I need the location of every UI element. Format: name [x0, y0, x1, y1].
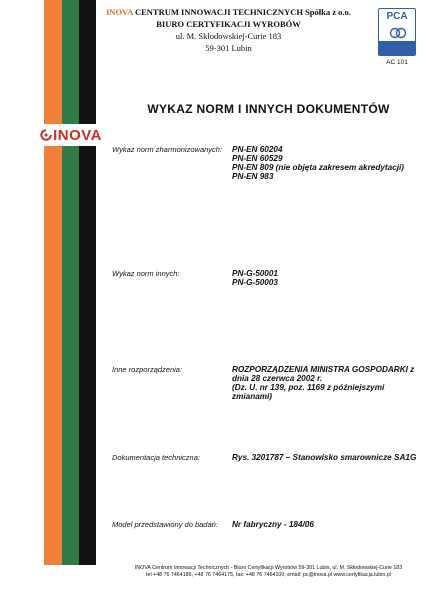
black-stripe [79, 0, 96, 565]
norm-item: PN-EN 983 [232, 172, 274, 181]
regulation-line: dnia 28 czerwca 2002 r. [232, 374, 323, 383]
model-value: Nr fabryczny - 184/06 [232, 520, 314, 529]
regulation-line: zmianami) [232, 392, 273, 401]
bureau-name: BIURO CERTYFIKACJI WYROBÓW [156, 19, 301, 29]
pca-rings-icon [379, 26, 416, 40]
pca-logo-text: PCA [386, 11, 408, 22]
regulations-label: Inne rozporządzenia: [112, 365, 183, 374]
norm-item: PN-EN 809 (nie objęta zakresem akredytacji) [232, 163, 405, 172]
regulation-line: ROZPORZĄDZENIA MINISTRA GOSPODARKI z [232, 365, 415, 374]
company-full-name: CENTRUM INNOWACJI TECHNICZNYCH Spółka z o.o. [132, 7, 351, 17]
technical-documentation-value: Rys. 3201787 – Stanowisko smarownicze SA1G [232, 453, 417, 462]
green-stripe [62, 0, 79, 565]
inova-logo-text: INOVA [53, 126, 102, 144]
letterhead [96, 6, 361, 54]
technical-documentation-label: Dokumentacja techniczna: [112, 453, 200, 462]
city-address: 59-301 Lubin [205, 43, 252, 53]
pca-band [379, 41, 415, 55]
orange-stripe [44, 0, 62, 565]
street-address: ul. M. Skłodowskiej-Curie 183 [175, 31, 282, 41]
pca-accreditation-badge [378, 8, 416, 70]
harmonized-norms-label: Wykaz norm zharmonizowanych: [112, 145, 223, 154]
norm-item: PN-EN 60204 [232, 145, 283, 154]
other-norms-label: Wykaz norm innych: [112, 269, 180, 278]
regulation-line: (Dz. U. nr 139, poz. 1169 z późniejszymi [232, 383, 385, 392]
footer [96, 565, 441, 579]
footer-address: INOVA Centrum Innowacji Technicznych - Biuro Certyfikacji Wyrobów 59-301 Lubin, ul. M. Skłodowskiej-Curie 183 [134, 565, 403, 571]
pca-accreditation-code: AC 101 [386, 59, 408, 66]
norm-item: PN-G-50001 [232, 269, 278, 278]
company-brand: INOVA [106, 7, 133, 17]
company-name [96, 6, 361, 18]
regulations-values [232, 365, 432, 401]
pca-logo-box [378, 8, 416, 56]
norm-item: PN-G-50003 [232, 278, 278, 287]
other-norms-values [232, 269, 432, 287]
norm-item: PN-EN 60529 [232, 154, 283, 163]
harmonized-norms-values [232, 145, 432, 181]
inova-swirl-icon [40, 126, 52, 144]
footer-contact: tel +48 76 7464186, +48 76 7464175, fax: +48 76 7464100; email: pc@inova.pl www.certyfikacja.lubin.pl [146, 572, 391, 578]
model-label: Model przedstawiony do badań: [112, 520, 218, 529]
inova-logo [38, 124, 102, 146]
document-title: WYKAZ NORM I INNYCH DOKUMENTÓW [147, 102, 390, 116]
